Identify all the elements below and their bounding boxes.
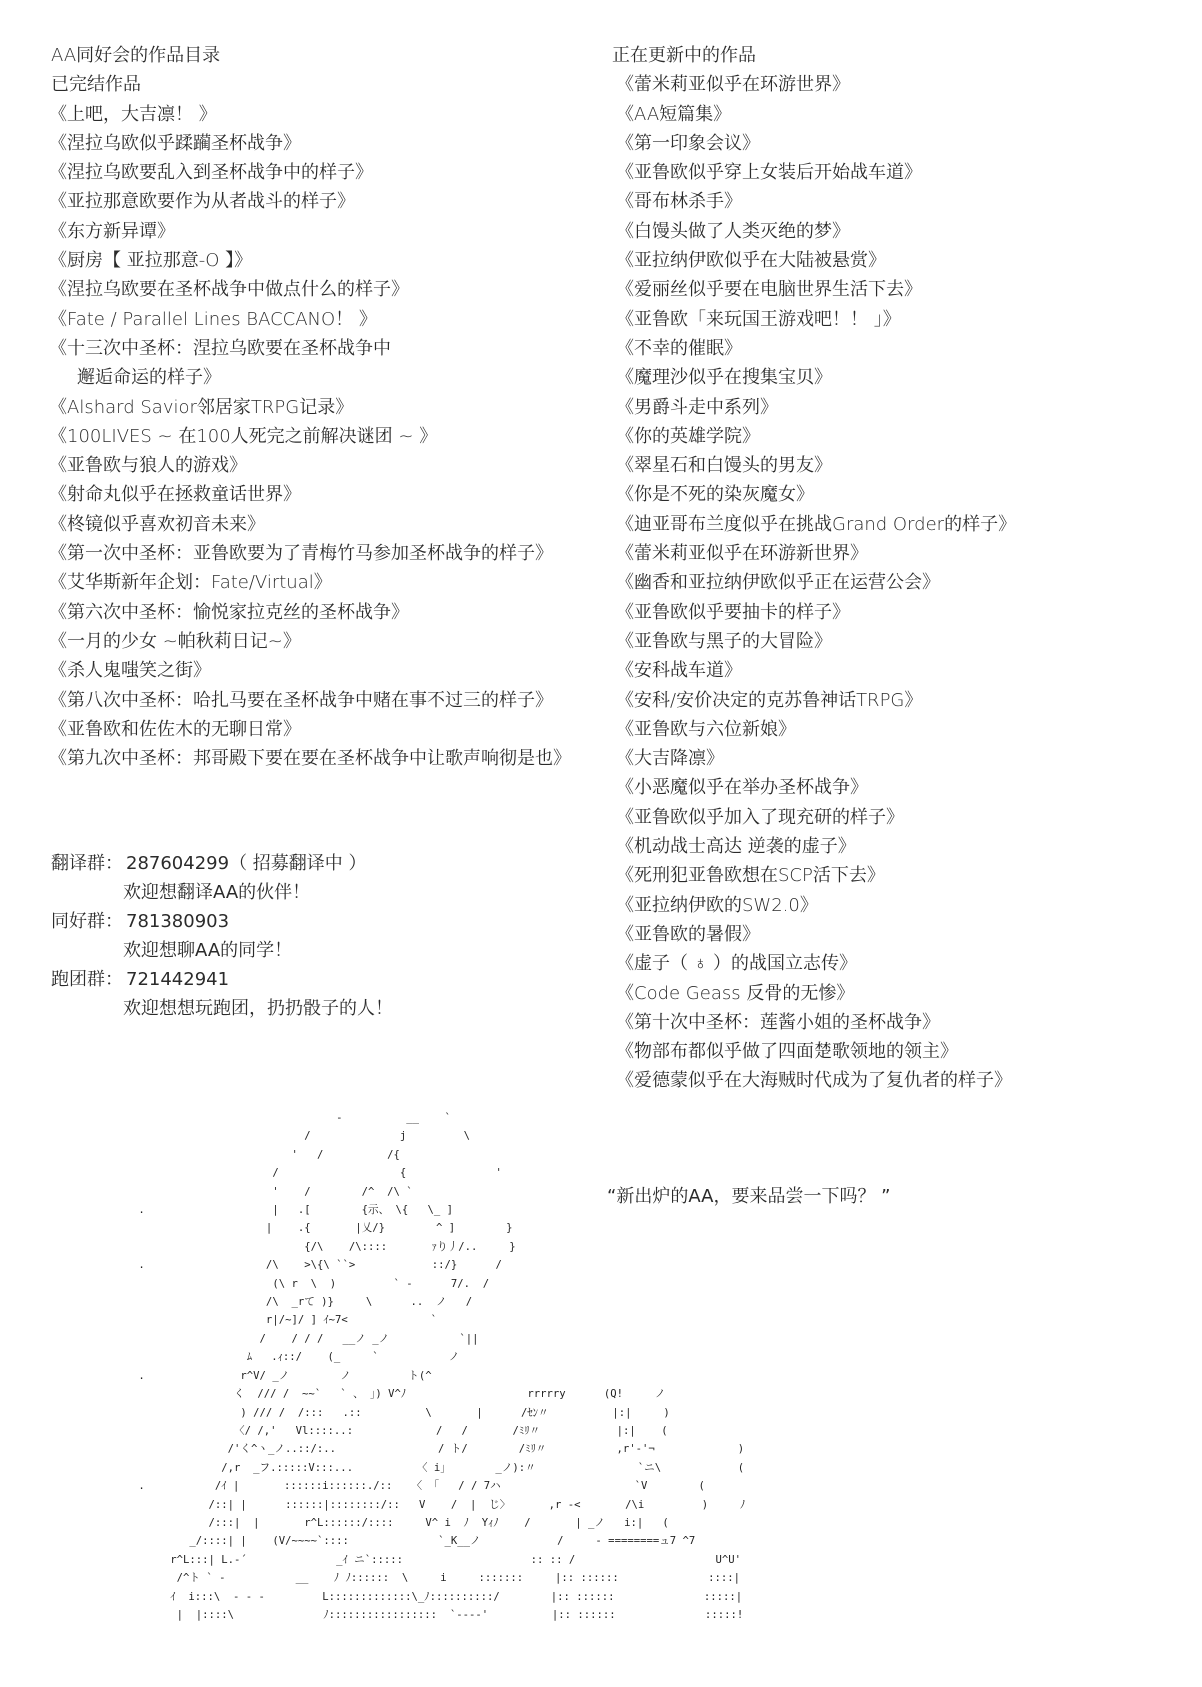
- completed-works-heading: 已完结作品: [51, 74, 141, 96]
- ascii-art-row: . /\ >\{\ ``> ::/} /: [132, 1259, 502, 1272]
- completed-work-item: 《一月的少女 ~帕秋莉日记~》: [49, 630, 301, 652]
- ongoing-work-item: 《小恶魔似乎在举办圣杯战争》: [616, 777, 868, 799]
- group-note: 欢迎想想玩跑团，扔扔骰子的人！: [123, 998, 393, 1019]
- completed-work-item: 《亚拉那意欧要作为从者战斗的样子》: [49, 191, 355, 213]
- ongoing-work-item: 《亚鲁欧与六位新娘》: [616, 718, 796, 740]
- ongoing-work-item: 《你是不死的染灰魔女》: [616, 484, 814, 506]
- ongoing-works-column: [612, 41, 1016, 1096]
- completed-work-item: 《柊镜似乎喜欢初音未来》: [49, 513, 265, 535]
- group-number: 781380903: [126, 911, 230, 932]
- completed-work-item: 邂逅命运的样子》: [77, 367, 221, 389]
- completed-work-item: 《东方新异谭》: [49, 220, 175, 242]
- ascii-art-row: く /// / ~~` ` 、 」) V^ﾉ rrrrry (Q! ノ: [132, 1388, 666, 1401]
- ongoing-work-item: 《Code Geass 反骨的无惨》: [616, 982, 855, 1004]
- ascii-art-row: /::| | ::::::|::::::::/:: V / | じ〉 ,r -< /\i ) ﾉ: [132, 1498, 746, 1511]
- group-label: 同好群：: [51, 911, 123, 932]
- ascii-art-row: /:::| | r^L::::::/:::: V^ i ﾉ Yｨﾉ / | _ノ i:| (: [132, 1516, 669, 1529]
- ongoing-work-item: 《亚鲁欧似乎要抽卡的样子》: [616, 601, 850, 623]
- group-number: 287604299（ 招募翻译中 ）: [126, 853, 367, 874]
- ascii-art-row: . r^V/ _ノ ノ ト(^: [132, 1369, 432, 1382]
- ongoing-work-item: 《亚鲁欧似乎加入了现充研的样子》: [616, 806, 904, 828]
- ongoing-work-item: 《亚鲁欧与黑子的大冒险》: [616, 630, 832, 652]
- completed-work-item: 《杀人鬼嗤笑之街》: [49, 660, 211, 682]
- ascii-art-illustration: [132, 1109, 745, 1624]
- completed-work-item: 《亚鲁欧和佐佐木的无聊日常》: [49, 718, 301, 740]
- ascii-art-row: /\ _rて )} \ .. ノ /: [132, 1296, 473, 1309]
- ascii-art-row: 〈/ /,' Vl::::..: / / /ﾐﾘ〃 |:| (: [132, 1424, 668, 1437]
- ascii-art-row: r|/~]/ ] ｲ~7< `: [132, 1314, 438, 1327]
- ascii-art-row: _/::::| | (V/~~~~`:::: `_K__ノ / - ========ュ7 ^7: [132, 1535, 696, 1548]
- ascii-art-row: | |::::\ ﾉ::::::::::::::::: `----' |:: :::::: :::::!: [132, 1608, 744, 1621]
- ascii-art-row: (\ r \ ) ` - 7/. /: [132, 1277, 490, 1290]
- group-note: 欢迎想聊AA的同学！: [123, 940, 293, 961]
- ascii-art-row: / j \: [132, 1130, 471, 1143]
- ongoing-work-item: 《安科/安价决定的克苏鲁神话TRPG》: [616, 689, 923, 711]
- ascii-art-row: {/\ /\:::: ｧり丿/.. }: [132, 1240, 516, 1253]
- ongoing-work-item: 《物部布都似乎做了四面楚歌领地的领主》: [616, 1041, 958, 1063]
- ongoing-work-item: 《你的英雄学院》: [616, 425, 760, 447]
- ongoing-work-item: 《亚鲁欧「来玩国王游戏吧！！ 」》: [616, 308, 901, 330]
- ascii-art-row: /,r _フ.:::::V:::... 〈 i」 _ノ):〃 `ニ\ (: [132, 1461, 745, 1474]
- ongoing-work-item: 《第一印象会议》: [616, 132, 760, 154]
- ascii-art-row: / { ': [132, 1167, 502, 1180]
- ongoing-work-item: 《安科战车道》: [616, 660, 742, 682]
- ongoing-work-item: 《亚拉纳伊欧的SW2.0》: [616, 894, 818, 916]
- ongoing-work-item: 《哥布林杀手》: [616, 191, 742, 213]
- group-label: 跑团群：: [51, 969, 123, 990]
- completed-works-list: [51, 100, 571, 774]
- ongoing-work-item: 《死刑犯亚鲁欧想在SCP活下去》: [616, 865, 885, 887]
- ascii-art-row: /^ト ` - __ ﾉ ﾉ:::::: \ i ::::::: |:: :::::: ::::|: [132, 1572, 740, 1585]
- completed-work-item: 《艾华斯新年企划：Fate/Virtual》: [49, 572, 332, 594]
- completed-work-item: 《涅拉乌欧要乱入到圣杯战争中的样子》: [49, 162, 373, 184]
- ascii-art-row: /'く^ヽ_ノ..::/:.. / ト/ /ﾐﾘ〃 ,r'-'¬ ): [132, 1443, 745, 1456]
- ascii-art-row: . | .[ {示、 \{ \_ ]: [132, 1204, 453, 1217]
- completed-work-item: 《第一次中圣杯：亚鲁欧要为了青梅竹马参加圣杯战争的样子》: [49, 543, 553, 565]
- ongoing-work-item: 《AA短篇集》: [616, 103, 732, 125]
- completed-work-item: 《Fate / Parallel Lines BACCANO！ 》: [49, 308, 377, 330]
- ongoing-work-item: 《大吉降凛》: [616, 748, 724, 770]
- ascii-art-row: ' / /{: [132, 1148, 400, 1161]
- completed-work-item: 《上吧，大吉凛！ 》: [49, 103, 217, 125]
- completed-work-item: 《厨房【 亚拉那意-O 】》: [49, 250, 253, 272]
- completed-work-item: 《第六次中圣杯：愉悦家拉克丝的圣杯战争》: [49, 601, 409, 623]
- ascii-art-row: ｲ i:::\ - - - L:::::::::::::\_ﾉ::::::::::/ |:: :::::: :::::|: [132, 1590, 743, 1603]
- completed-work-item: 《涅拉乌欧似乎蹂躏圣杯战争》: [49, 132, 301, 154]
- ascii-art-row: ﾑ .ｨ::/ (_ ` ノ: [132, 1351, 460, 1364]
- ascii-art-row: ) /// / /::: .:: \ | /ｾﾝ〃 |:| ): [132, 1406, 670, 1419]
- ongoing-work-item: 《男爵斗走中系列》: [616, 396, 778, 418]
- ongoing-work-item: 《幽香和亚拉纳伊欧似乎正在运营公会》: [616, 572, 940, 594]
- group-number: 721442941: [126, 969, 230, 990]
- completed-work-item: 《第九次中圣杯：邦哥殿下要在要在圣杯战争中让歌声响彻是也》: [49, 748, 571, 770]
- catalog-title: AA同好会的作品目录: [51, 45, 221, 66]
- completed-work-item: 《涅拉乌欧要在圣杯战争中做点什么的样子》: [49, 279, 409, 301]
- ongoing-work-item: 《蕾米莉亚似乎在环游世界》: [616, 74, 850, 96]
- completed-works-column: [51, 41, 571, 773]
- ascii-art-row: r^L:::| L.-´ _ｲ ニ`::::: :: :: / U^U': [132, 1553, 742, 1566]
- ascii-art-row: / / / / __ノ _ノ `||: [132, 1332, 479, 1345]
- ongoing-work-item: 《虚子（ ♁ ）的战国立志传》: [616, 953, 857, 975]
- ongoing-work-item: 《白馒头做了人类灭绝的梦》: [616, 220, 850, 242]
- ongoing-work-item: 《第十次中圣杯：莲酱小姐的圣杯战争》: [616, 1011, 940, 1033]
- speech-quote: “新出炉的AA，要来品尝一下吗？ ”: [607, 1186, 891, 1207]
- ongoing-work-item: 《魔理沙似乎在搜集宝贝》: [616, 367, 832, 389]
- completed-work-item: 《第八次中圣杯：哈扎马要在圣杯战争中赌在事不过三的样子》: [49, 689, 553, 711]
- ongoing-work-item: 《翠星石和白馒头的男友》: [616, 455, 832, 477]
- ongoing-work-item: 《迪亚哥布兰度似乎在挑战Grand Order的样子》: [616, 513, 1017, 535]
- ongoing-work-item: 《爱丽丝似乎要在电脑世界生活下去》: [616, 279, 922, 301]
- ongoing-work-item: 《蕾米莉亚似乎在环游新世界》: [616, 543, 868, 565]
- completed-work-item: 《十三次中圣杯：涅拉乌欧要在圣杯战争中: [49, 337, 391, 359]
- ongoing-work-item: 《机动战士高达 逆袭的虚子》: [616, 836, 856, 858]
- ongoing-work-item: 《亚拉纳伊欧似乎在大陆被悬赏》: [616, 250, 886, 272]
- completed-work-item: 《亚鲁欧与狼人的游戏》: [49, 455, 247, 477]
- completed-work-item: 《100LIVES ~ 在100人死完之前解决谜团 ~ 》: [49, 425, 438, 447]
- group-label: 翻译群：: [51, 853, 123, 874]
- ongoing-works-list: [612, 70, 1016, 1095]
- ascii-art-row: . /ｲ | ::::::i::::::./:: 〈 「 / / 7ハ `V (: [132, 1480, 705, 1493]
- ascii-art-row: - __ `: [132, 1112, 451, 1124]
- ascii-art-row: ' / /^ /\ `: [132, 1185, 413, 1198]
- ongoing-work-item: 《爱德蒙似乎在大海贼时代成为了复仇者的样子》: [616, 1070, 1012, 1092]
- group-note: 欢迎想翻译AA的伙伴！: [123, 882, 311, 903]
- ascii-art-row: | .{ |乂/} ^ ] }: [132, 1222, 513, 1235]
- ongoing-work-item: 《不幸的催眠》: [616, 337, 742, 359]
- completed-work-item: 《射命丸似乎在拯救童话世界》: [49, 484, 301, 506]
- completed-work-item: 《Alshard Savior邻居家TRPG记录》: [49, 396, 354, 418]
- ongoing-works-heading: 正在更新中的作品: [612, 45, 756, 66]
- ongoing-work-item: 《亚鲁欧似乎穿上女装后开始战车道》: [616, 162, 922, 184]
- ongoing-work-item: 《亚鲁欧的暑假》: [616, 923, 760, 945]
